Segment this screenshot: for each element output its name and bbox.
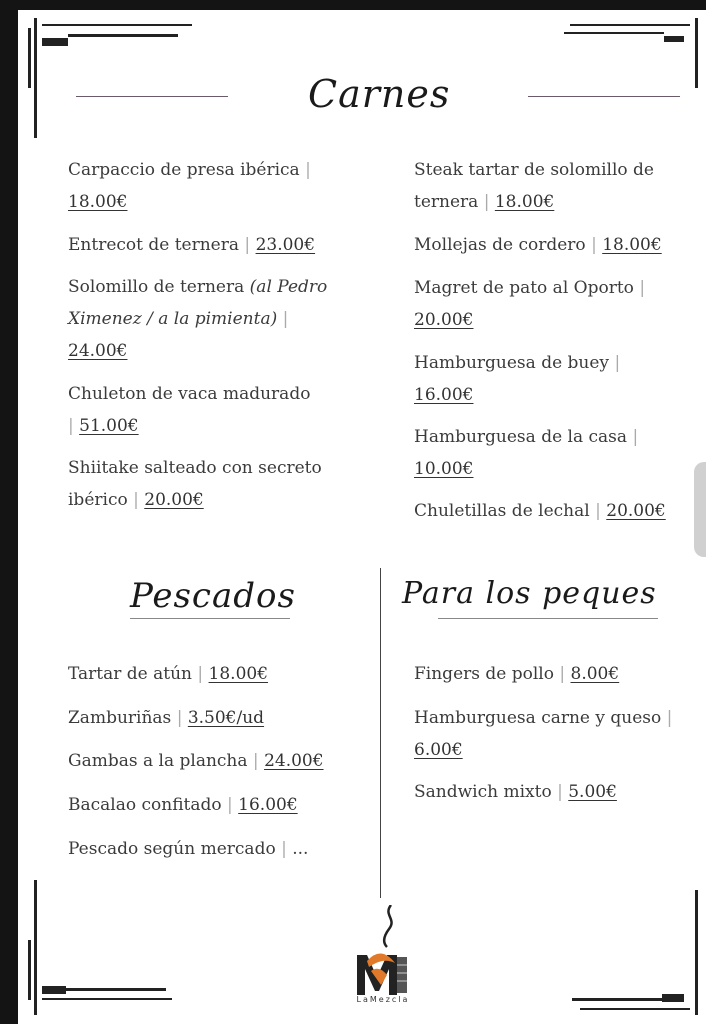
item-price: 10.00€: [414, 459, 474, 479]
separator: |: [632, 427, 639, 447]
item-name: Zamburiñas: [68, 708, 172, 728]
item-price: ...: [292, 839, 309, 859]
item-price: 18.00€: [494, 192, 555, 212]
separator: |: [68, 416, 74, 436]
item-name: Fingers de pollo: [414, 664, 554, 684]
separator: |: [559, 664, 566, 684]
menu-item: [68, 702, 368, 734]
item-price: 18.00€: [68, 192, 128, 212]
separator: |: [252, 751, 259, 771]
separator: |: [197, 664, 204, 684]
separator: |: [244, 235, 251, 255]
menu-item: [68, 154, 328, 218]
separator: |: [557, 782, 563, 802]
item-name: Mollejas de cordero: [414, 235, 586, 255]
separator: |: [639, 278, 646, 298]
separator: |: [133, 490, 139, 510]
menu-item: [414, 154, 674, 218]
item-name: Bacalao confitado: [68, 795, 222, 815]
carnes-rule-left: [76, 96, 228, 97]
item-price: 18.00€: [208, 664, 269, 684]
item-price: 18.00€: [602, 235, 662, 255]
separator: |: [176, 708, 183, 728]
pescados-rule: [130, 618, 290, 619]
item-price: 20.00€: [144, 490, 204, 510]
menu-item: [68, 452, 338, 516]
item-price: 24.00€: [264, 751, 324, 771]
separator: |: [614, 353, 621, 373]
menu-item: [414, 495, 704, 527]
menu-item: [68, 789, 368, 821]
separator: |: [483, 192, 490, 212]
separator: |: [227, 795, 233, 815]
menu-item: [68, 378, 328, 442]
peques-rule: [438, 618, 658, 619]
item-price: 23.00€: [255, 235, 316, 255]
menu-page: [18, 10, 706, 1024]
item-price: 3.50€/ud: [187, 708, 265, 728]
item-name: Carpaccio de presa ibérica: [68, 160, 300, 180]
item-name: Hamburguesa carne y queso: [414, 708, 662, 728]
item-price: 20.00€: [414, 310, 474, 330]
menu-item: [68, 229, 348, 261]
item-name: Chuleton de vaca madurado: [68, 384, 311, 404]
separator: |: [666, 708, 673, 728]
item-price: 6.00€: [414, 740, 463, 760]
menu-item: [414, 421, 654, 485]
item-name: Steak tartar de solomillo de ternera: [414, 160, 654, 212]
item-name: Pescado según mercado: [68, 839, 276, 859]
corner-ornament-bottom-right: [538, 890, 698, 1020]
menu-item: [414, 702, 689, 766]
item-price: 24.00€: [68, 341, 128, 361]
menu-item: [414, 658, 694, 690]
item-price: 20.00€: [606, 501, 666, 521]
section-title-peques: Para los peques: [402, 576, 657, 611]
menu-item: [414, 776, 694, 808]
menu-item: [68, 833, 368, 865]
corner-ornament-bottom-left: [28, 880, 188, 1020]
item-name: Shiitake salteado con secreto ibérico: [68, 458, 322, 510]
item-price: 5.00€: [568, 782, 617, 802]
item-name: Chuletillas de lechal: [414, 501, 590, 521]
menu-item: [414, 347, 654, 411]
separator: |: [595, 501, 601, 521]
section-title-carnes: Carnes: [308, 72, 451, 116]
brand-name: LaMezcla: [356, 995, 410, 1004]
item-name: Hamburguesa de buey: [414, 353, 610, 373]
item-price: 8.00€: [570, 664, 620, 684]
menu-item: [68, 658, 368, 690]
item-description: (al Pedro Ximenez / a la pimienta): [68, 277, 328, 329]
corner-ornament-top-right: [538, 18, 698, 88]
item-price: 16.00€: [238, 795, 298, 815]
separator: |: [281, 839, 287, 859]
item-name: Magret de pato al Oporto: [414, 278, 634, 298]
item-name: Tartar de atún: [68, 664, 192, 684]
item-price: 16.00€: [414, 385, 474, 405]
separator: |: [305, 160, 311, 180]
menu-item: [414, 229, 704, 261]
section-title-pescados: Pescados: [130, 576, 296, 616]
item-name: Gambas a la plancha: [68, 751, 248, 771]
side-handle[interactable]: [694, 462, 706, 557]
menu-item: [68, 271, 348, 367]
menu-item: [414, 272, 664, 336]
corner-ornament-top-left: [28, 18, 188, 88]
item-name: Hamburguesa de la casa: [414, 427, 628, 447]
separator: |: [591, 235, 597, 255]
item-name: Sandwich mixto: [414, 782, 552, 802]
item-name: Solomillo de ternera: [68, 277, 245, 297]
menu-item: [68, 745, 368, 777]
column-divider: [380, 568, 381, 898]
carnes-rule-right: [528, 96, 680, 97]
item-name: Entrecot de ternera: [68, 235, 240, 255]
item-price: 51.00€: [79, 416, 139, 436]
separator: |: [282, 309, 289, 329]
